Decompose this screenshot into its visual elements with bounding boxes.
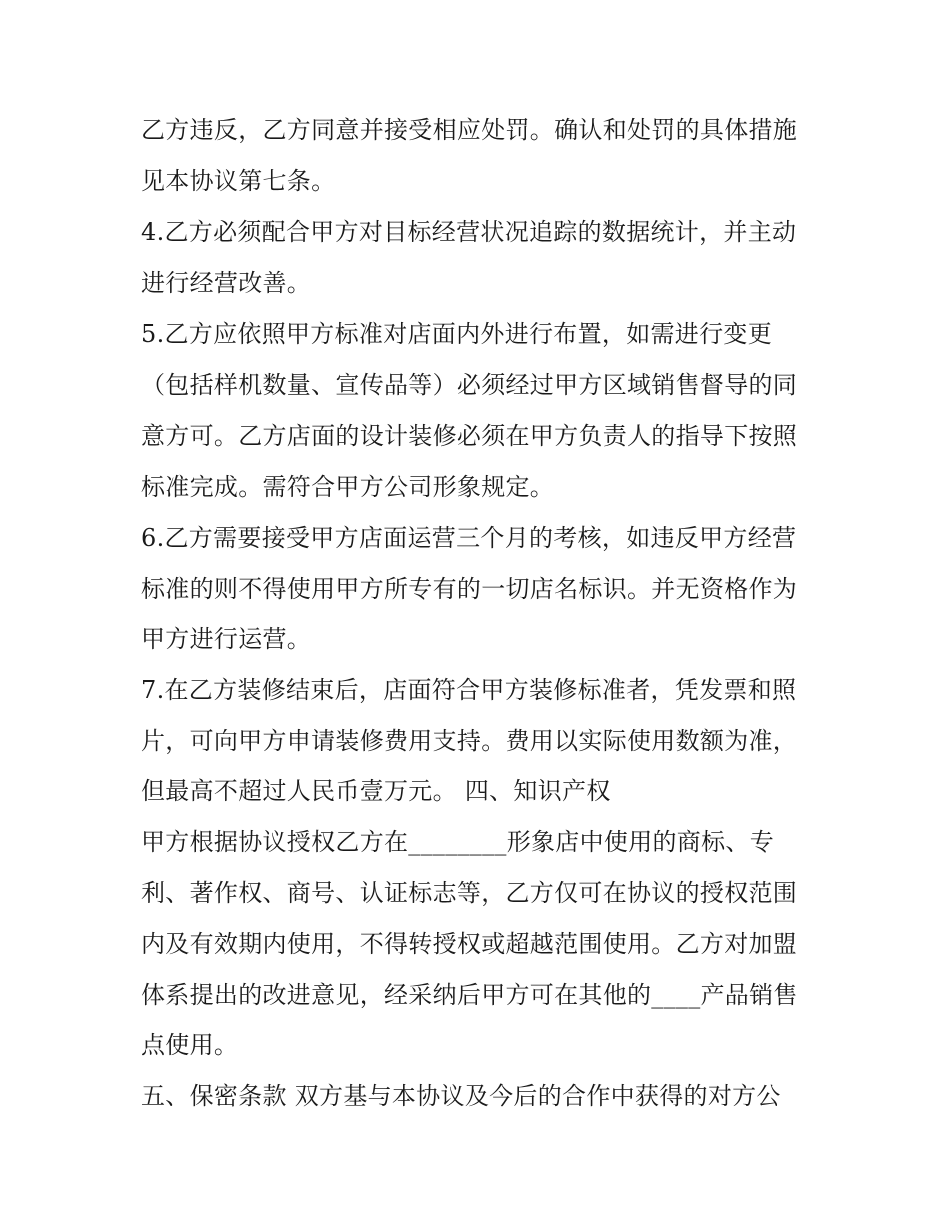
text-line: （包括样机数量、宣传品等）必须经过甲方区域销售督导的同 bbox=[141, 371, 798, 399]
text-line: 乙方违反，乙方同意并接受相应处罚。确认和处罚的具体措施 bbox=[141, 116, 798, 144]
text-line: 4.乙方必须配合甲方对目标经营状况追踪的数据统计，并主动 bbox=[141, 218, 797, 246]
text-line: 标准的则不得使用甲方所专有的一切店名标识。并无资格作为 bbox=[141, 575, 798, 603]
text-line: 见本协议第七条。 bbox=[141, 167, 336, 195]
text-line: 点使用。 bbox=[141, 1031, 239, 1059]
text-line: 进行经营改善。 bbox=[141, 269, 312, 297]
text-line: 6.乙方需要接受甲方店面运营三个月的考核，如违反甲方经营 bbox=[141, 524, 797, 552]
text-line: 7.在乙方装修结束后，店面符合甲方装修标准者，凭发票和照 bbox=[141, 676, 797, 704]
text-line: 体系提出的改进意见，经采纳后甲方可在其他的____产品销售 bbox=[141, 981, 798, 1009]
text-line: 但最高不超过人民币壹万元。 四、知识产权 bbox=[141, 777, 611, 805]
text-line: 意方可。乙方店面的设计装修必须在甲方负责人的指导下按照 bbox=[141, 422, 798, 450]
text-line: 利、著作权、商号、认证标志等，乙方仅可在协议的授权范围 bbox=[141, 879, 798, 907]
text-line: 甲方进行运营。 bbox=[141, 625, 312, 653]
text-line: 片，可向甲方申请装修费用支持。费用以实际使用数额为准， bbox=[141, 727, 798, 755]
text-line: 标准完成。需符合甲方公司形象规定。 bbox=[141, 473, 555, 501]
text-line: 内及有效期内使用，不得转授权或超越范围使用。乙方对加盟 bbox=[141, 930, 798, 958]
text-line: 五、保密条款 双方基与本协议及今后的合作中获得的对方公 bbox=[141, 1082, 781, 1110]
text-line: 5.乙方应依照甲方标准对店面内外进行布置，如需进行变更 bbox=[141, 320, 772, 348]
text-line: 甲方根据协议授权乙方在________形象店中使用的商标、专 bbox=[141, 828, 774, 856]
